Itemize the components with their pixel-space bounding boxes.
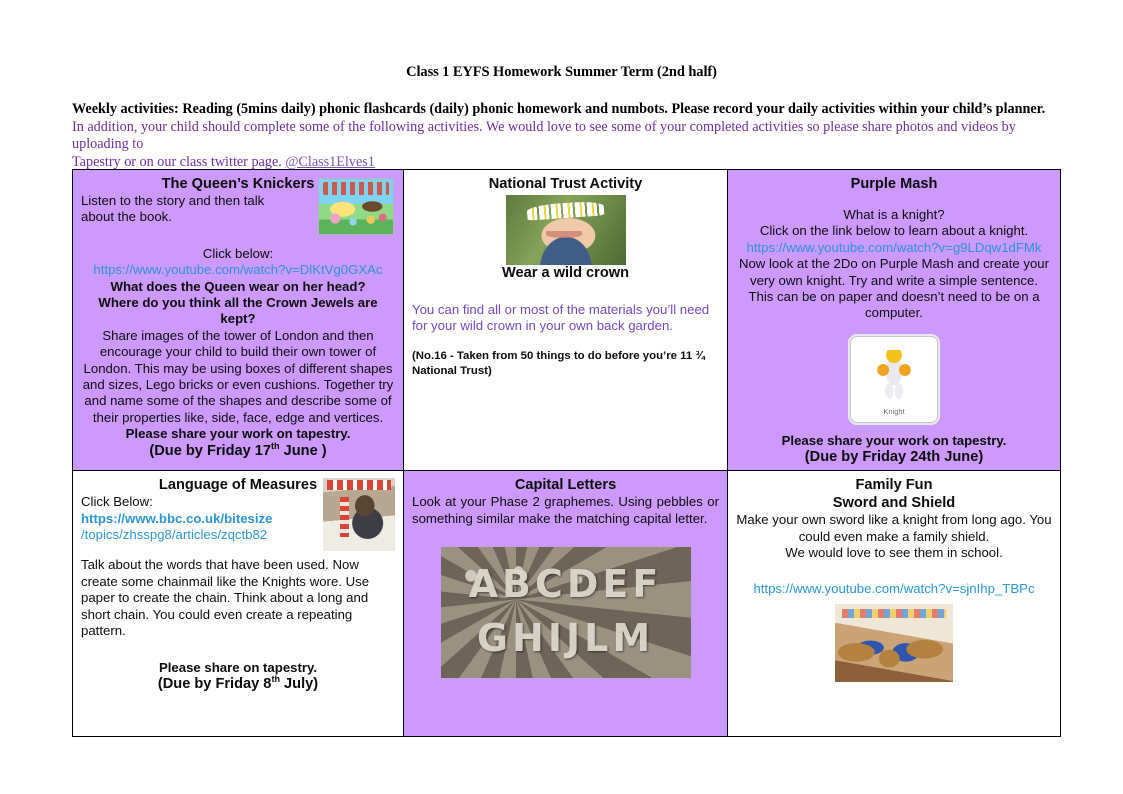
weekly-activities-text: Weekly activities: Reading (5mins daily) phonic flashcards (daily) phonic homework and numbots. Please record your daily activities within your child’s planner. <box>72 101 1046 117</box>
purple-mash-title: Purple Mash <box>850 176 938 192</box>
family-fun-body-line1: Make your own sword like a knight from long ago. You <box>736 512 1052 528</box>
purple-mash-knight-tile[interactable] <box>850 336 938 423</box>
cell-queens-knickers <box>73 170 404 471</box>
purple-mash-video-link[interactable]: https://www.youtube.com/watch?v=g9LDqw1dFMk <box>746 239 1042 255</box>
cell-family-fun <box>728 471 1061 737</box>
cell-capital-letters <box>404 471 728 737</box>
cell-purple-mash <box>728 170 1061 471</box>
queens-knickers-video-link[interactable]: https://www.youtube.com/watch?v=DlKtVg0GXAc <box>93 262 383 278</box>
language-of-measures-share-note: Please share on tapestry. <box>158 659 318 675</box>
national-trust-source-note: (No.16 - Taken from 50 things to do before you’re 11 ¾ National Trust) <box>412 349 705 377</box>
purple-mash-due-date: (Due by Friday 24th June) <box>804 449 984 466</box>
knight-icon <box>877 350 911 400</box>
queens-knickers-question-1: What does the Queen wear on her head? <box>110 278 366 294</box>
queens-knickers-book-cover-icon <box>318 178 394 235</box>
queens-knickers-title: The Queen’s Knickers <box>161 176 315 192</box>
queens-knickers-intro-line1: Listen to the story and then talk <box>81 193 265 208</box>
queens-knickers-intro-line2: about the book. <box>81 209 172 225</box>
family-fun-subtitle: Sword and Shield <box>832 495 956 512</box>
table-row <box>73 170 1061 471</box>
queens-knickers-due-date: (Due by Friday 17th June ) <box>149 440 327 459</box>
pebble-letters-row1: ABCDEF <box>468 562 663 607</box>
national-trust-caption: Wear a wild crown <box>501 265 630 281</box>
purple-mash-share-note: Please share your work on tapestry. <box>781 432 1007 448</box>
capital-letters-body: Look at your Phase 2 graphemes. Using pebbles or something similar make the matching capital letter. <box>412 494 719 526</box>
table-row <box>73 471 1061 737</box>
national-trust-title: National Trust Activity <box>488 176 643 192</box>
cell-language-of-measures <box>73 471 404 737</box>
queens-knickers-body: Share images of the tower of London and then encourage your child to build their own tower of London. This may be using boxes of different shapes and sizes, Lego bricks or even cushions. Together try and name some of the shapes and describe some of their properties like, side, face, edge and vertices. <box>82 327 394 425</box>
pebble-alphabet-letters <box>441 557 691 665</box>
language-of-measures-click-below: Click Below: <box>81 494 153 510</box>
additional-activities-text <box>72 119 1062 172</box>
purple-mash-question-2: Click on the link below to learn about a knight. <box>759 223 1029 239</box>
girl-daisy-crown-photo <box>506 195 626 265</box>
bbc-bitesize-link-line1[interactable]: https://www.bbc.co.uk/bitesize <box>81 510 273 526</box>
intro-paragraph <box>72 101 1062 171</box>
family-fun-title: Family Fun <box>855 477 933 494</box>
national-trust-body: You can find all or most of the materials you’ll need for your wild crown in your own back garden. <box>412 302 710 334</box>
queens-knickers-click-below: Click below: <box>202 245 274 261</box>
bbc-bitesize-link-line2[interactable]: /topics/zhsspg8/articles/zqctb82 <box>81 527 268 543</box>
language-of-measures-body: Talk about the words that have been used. Now create some chainmail like the Knights wore. Use paper to create the chain. Think about a long and short chain. You could even create a repeating pattern. <box>81 557 370 639</box>
knight-tile-label: Knight <box>883 406 905 416</box>
pebble-letters-row2: GHIJLM <box>476 616 655 661</box>
children-swords-shields-photo <box>835 604 953 682</box>
twitter-handle-link[interactable]: @Class1Elves1 <box>285 153 375 170</box>
page-title: Class 1 EYFS Homework Summer Term (2nd half) <box>406 64 717 80</box>
activities-table <box>72 169 1061 737</box>
purple-mash-body: Now look at the 2Do on Purple Mash and create your very own knight. Try and write a simple sentence. This can be on paper and doesn’t need to be on a computer. <box>738 256 1050 321</box>
additional-activities-line1: In addition, your child should complete some of the following activities. We would love to see some of your completed activities so please share photos and videos by uploading to <box>72 118 1016 152</box>
purple-mash-question-1: What is a knight? <box>843 207 945 222</box>
language-of-measures-due-date: (Due by Friday 8th July) <box>157 674 319 692</box>
family-fun-body-line2: could even make a family shield. <box>798 528 990 544</box>
capital-letters-title: Capital Letters <box>514 477 617 494</box>
cell-national-trust <box>404 170 728 471</box>
family-fun-body-line3: We would love to see them in school. <box>785 545 1003 561</box>
pebble-alphabet-photo <box>441 547 691 678</box>
queens-knickers-question-2: Where do you think all the Crown Jewels are kept? <box>98 295 378 327</box>
queens-knickers-share-note: Please share your work on tapestry. <box>125 426 351 442</box>
child-measuring-photo <box>323 478 395 551</box>
family-fun-video-link[interactable]: https://www.youtube.com/watch?v=sjnIhp_TBPc <box>753 581 1035 597</box>
language-of-measures-title: Language of Measures <box>158 477 318 494</box>
additional-activities-line2: Tapestry or on our class twitter page. <box>72 153 282 170</box>
